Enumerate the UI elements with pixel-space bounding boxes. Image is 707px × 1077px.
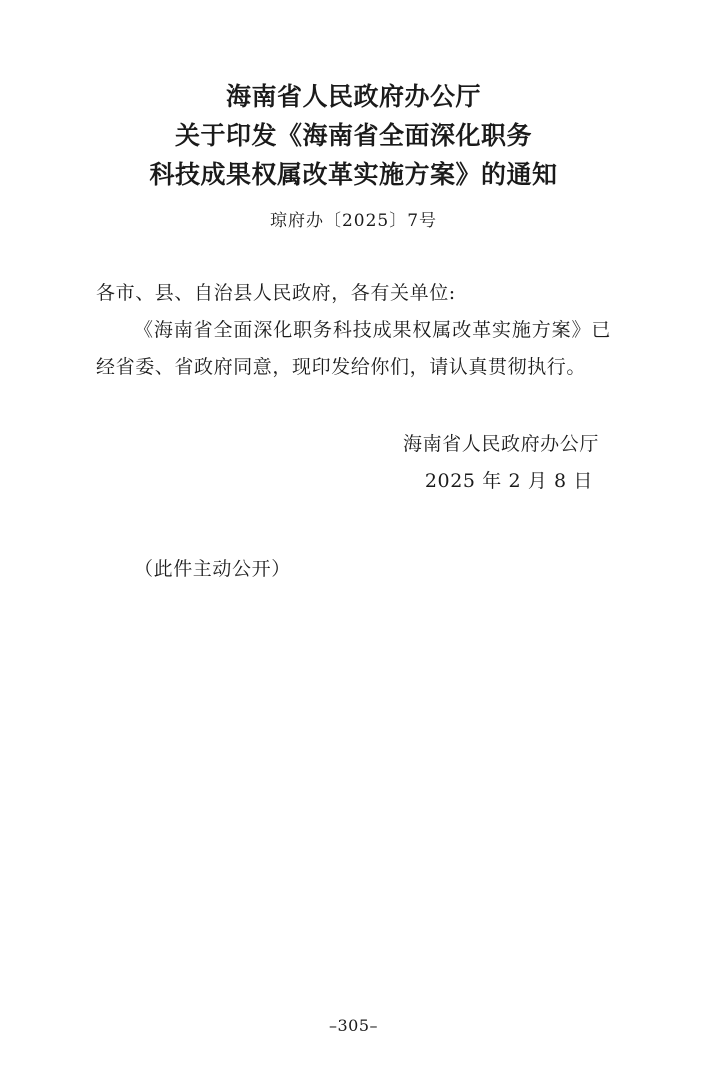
publication-notice: （此件主动公开）	[134, 558, 291, 581]
document-number: 琼府办〔2025〕7号	[269, 211, 438, 232]
document-title-line-2: 关于印发《海南省全面深化职务	[174, 120, 532, 150]
document-body	[96, 275, 611, 386]
salutation: 各市、县、自治县人民政府，各有关单位:	[96, 282, 456, 305]
signature-block	[96, 426, 611, 500]
page-number: –305–	[328, 1016, 379, 1035]
signature-organization: 海南省人民政府办公厅	[402, 433, 599, 456]
document-page	[0, 78, 707, 1077]
document-title-line-3: 科技成果权属改革实施方案》的通知	[149, 159, 558, 189]
signature-date: 2025 年 2 月 8 日	[424, 470, 593, 493]
document-title-line-1: 海南省人民政府办公厅	[225, 82, 481, 111]
document-title	[96, 78, 611, 194]
body-paragraph: 《海南省全面深化职务科技成果权属改革实施方案》已经省委、省政府同意，现印发给你们，请认真贯彻执行。	[96, 319, 611, 379]
